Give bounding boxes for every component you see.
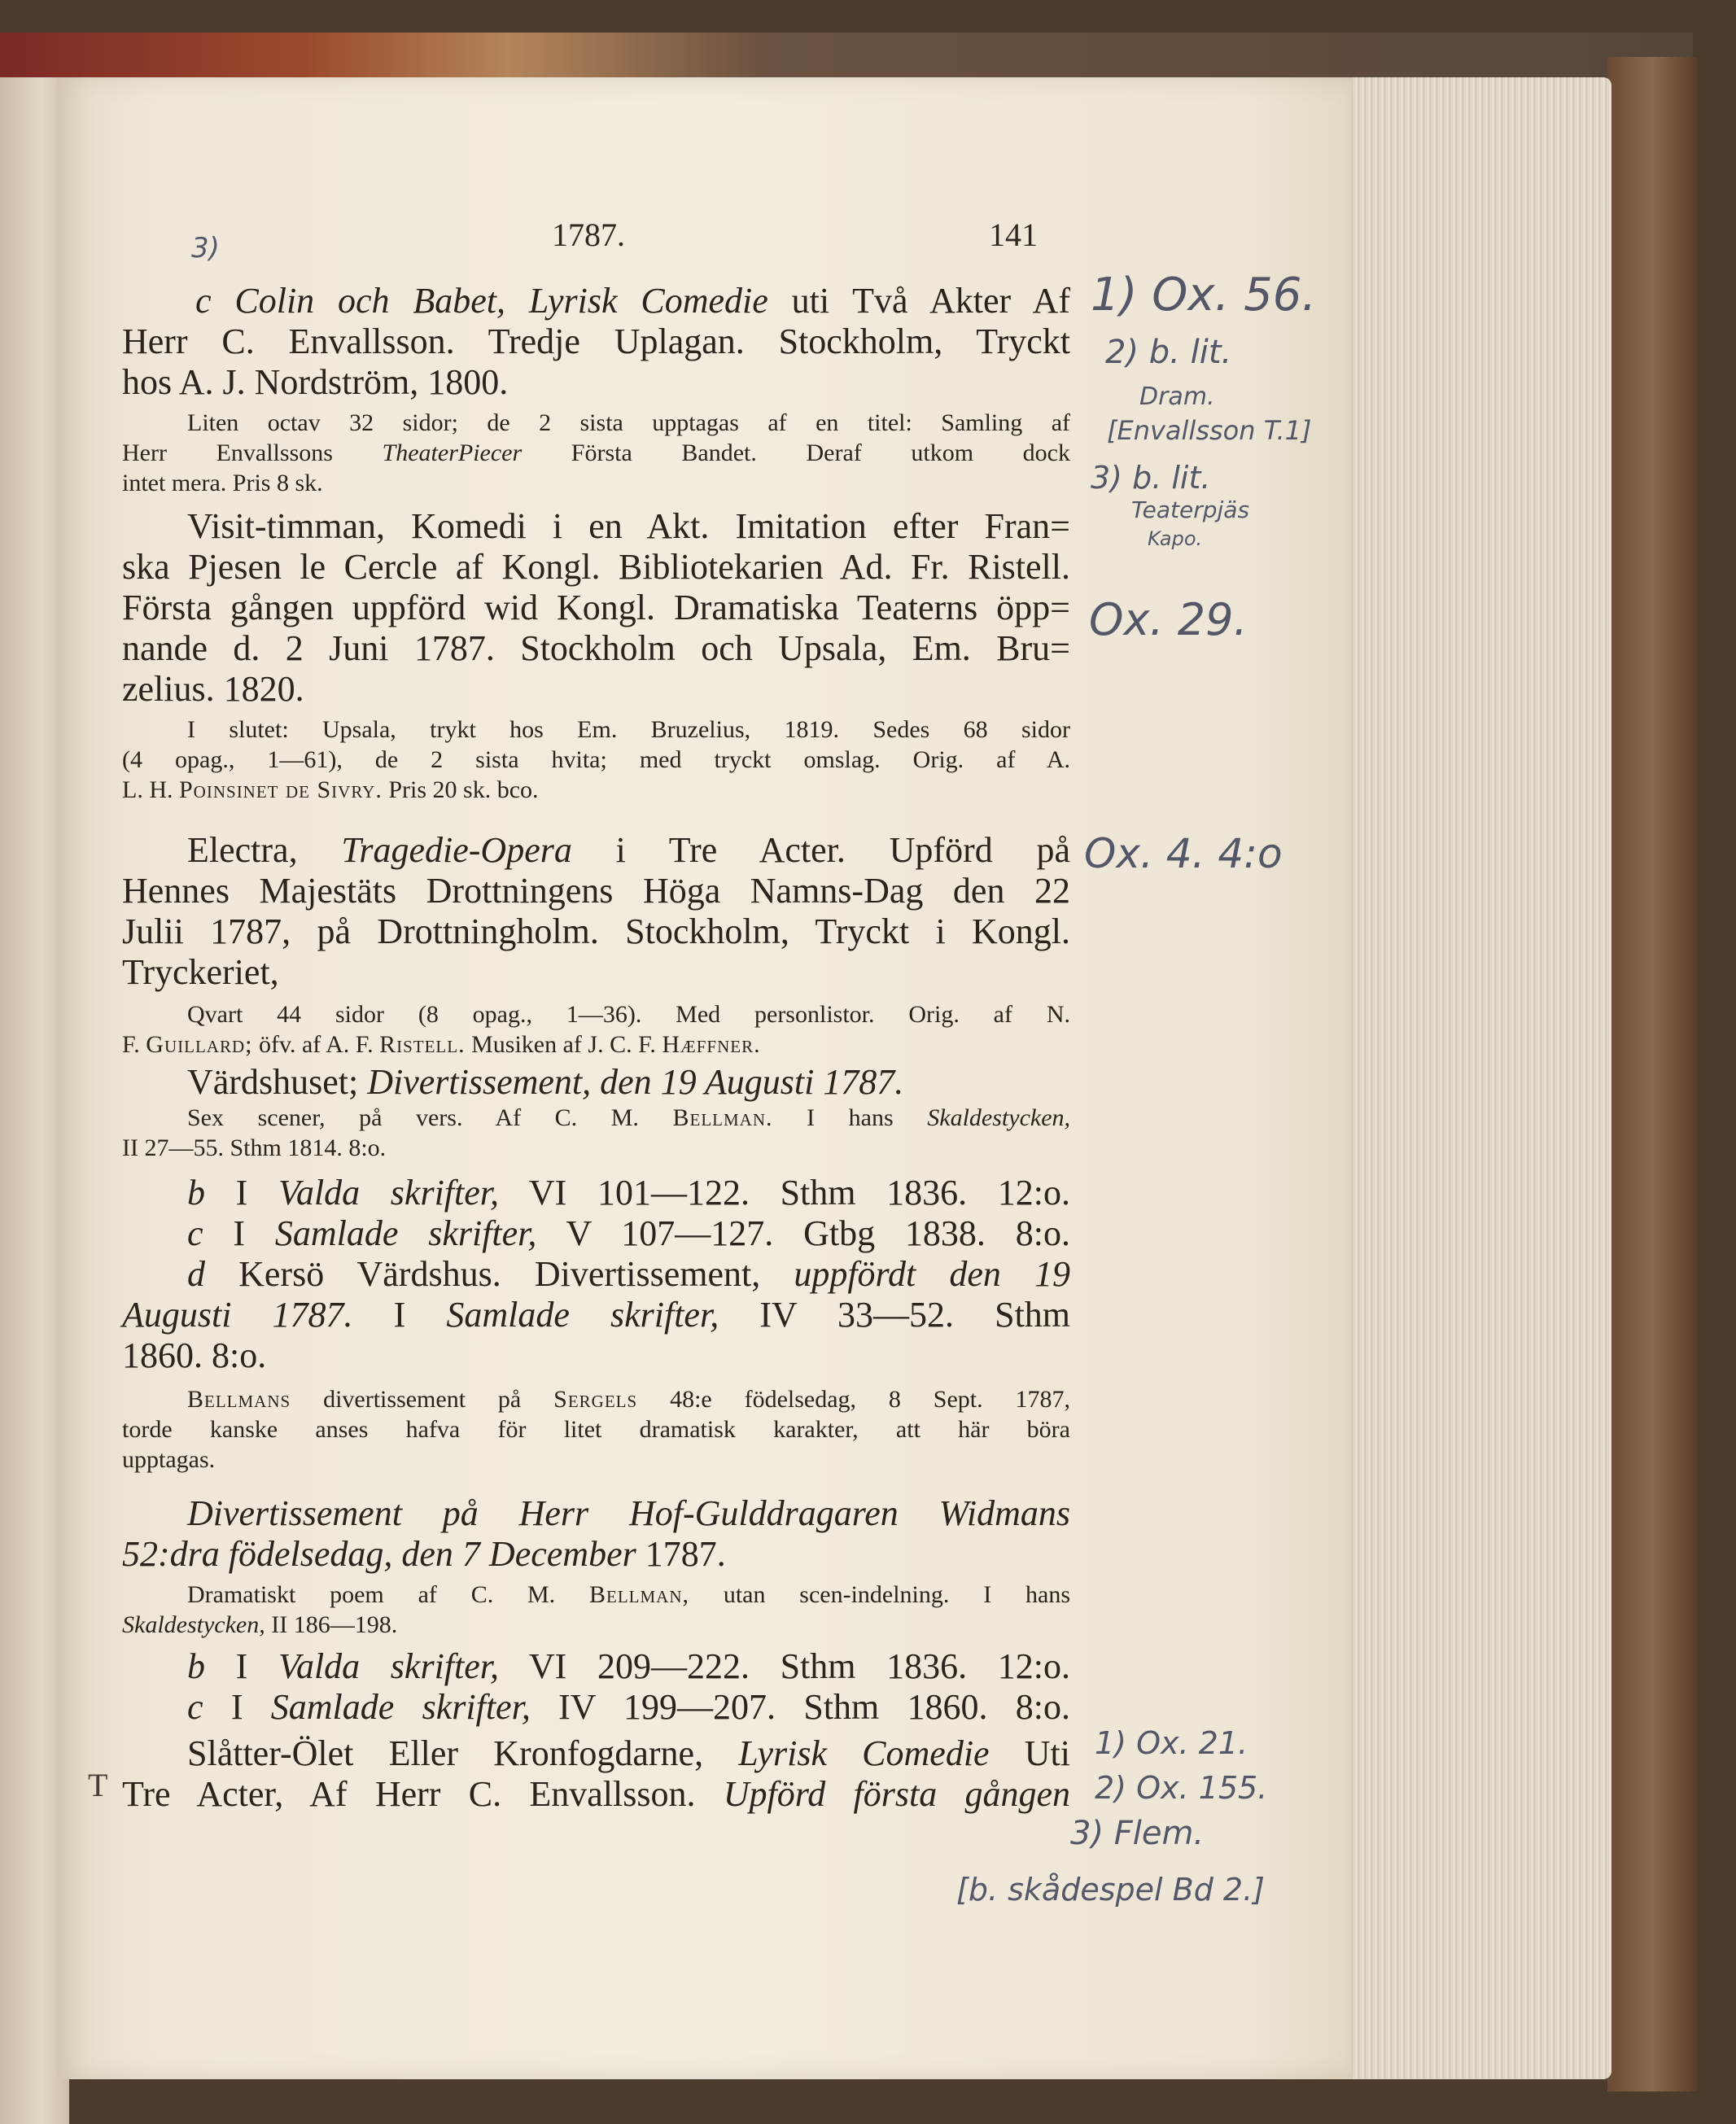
pencil-note: Ox. 29. [1089,594,1248,645]
edition-line-c: c I Samlade skrifter, V 107—127. Gtbg 1838. 8:o. [187,1213,1070,1253]
edition-line-b: b I Valda skrifter, VI 209—222. Sthm 1836. 12:o. [187,1646,1070,1686]
page-year: 1787. [552,216,625,253]
pencil-note: Kapo. [1148,527,1203,550]
pencil-note: Ox. 4. 4:o [1084,830,1283,877]
entry-note-line: II 27—55. Sthm 1814. 8:o. [122,1134,387,1161]
entry-note-line: Dramatiskt poem af C. M. Bellman, utan scen-indelning. I hans [187,1581,1070,1608]
entry-title-line: Visit-timman, Komedi i en Akt. Imitation efter Fran= [187,506,1070,546]
entry-title-line: nande d. 2 Juni 1787. Stockholm och Upsala, Em. Bru= [122,628,1070,668]
entry-title-line: Julii 1787, på Drottningholm. Stockholm, Tryckt i Kongl. [122,911,1070,951]
edition-line-d: d Kersö Värdshus. Divertissement, uppfördt den 19 [187,1254,1070,1294]
entry-title-line: Herr C. Envallsson. Tredje Uplagan. Stockholm, Tryckt [122,321,1070,361]
entry-note-line: upptagas. [122,1446,216,1473]
entry-title-line: Tre Acter, Af Herr C. Envallsson. Upförd första gången [122,1774,1071,1814]
pencil-note: 2) Ox. 155. [1095,1770,1268,1806]
book-board [1607,57,1697,2091]
entry-title-line: Electra, Tragedie-Opera i Tre Acter. Upförd på [187,830,1071,870]
edition-line-b: b I Valda skrifter, VI 101—122. Sthm 1836. 12:o. [187,1173,1070,1213]
entry-title-line: Första gången uppförd wid Kongl. Dramatiska Teaterns öpp= [122,588,1070,627]
pencil-note: 1) Ox. 56. [1091,269,1317,321]
entry-title-line: Slåtter-Ölet Eller Kronfogdarne, Lyrisk Comedie Uti [187,1733,1071,1773]
pencil-note: 2) b. lit. [1105,334,1232,371]
entry-note-line: Herr Envallssons TheaterPiecer Första Bandet. Deraf utkom dock [122,439,1071,466]
margin-mark: 3) [191,232,220,264]
pencil-note: 3) Flem. [1070,1815,1205,1852]
edition-line-c: c I Samlade skrifter, IV 199—207. Sthm 1860. 8:o. [187,1687,1071,1727]
entry-electra [122,830,1070,1060]
entry-visit-timman [122,506,1070,805]
page-number: 141 [989,216,1038,253]
entry-title-line: Hennes Majestäts Drottningens Höga Namns-Dag den 22 [122,871,1070,911]
pencil-note: 3) b. lit. [1091,460,1211,496]
pencil-note: [b. skådespel Bd 2.] [956,1872,1265,1908]
entry-title-line: Tryckeriet, [122,952,279,992]
entry-note-line: torde kanske anses hafva för litet dramatisk karakter, att här böra [122,1416,1070,1443]
page-block-edges [1335,77,1611,2079]
entry-note-line: Liten octav 32 sidor; de 2 sista upptagas af en titel: Samling af [187,409,1070,436]
pencil-note: Dram. [1139,382,1215,411]
entry-slatter-olet [122,1733,1070,1815]
margin-mark: T [88,1767,108,1803]
pencil-note: Teaterpjäs [1131,496,1250,523]
entry-title-line: Värdshuset; Divertissement, den 19 Augusti 1787. [187,1062,904,1102]
entry-note-line: Sex scener, på vers. Af C. M. Bellman. I hans Skaldestycken, [187,1104,1071,1131]
entry-title-line: hos A. J. Nordström, 1800. [122,362,509,402]
pencil-note: 1) Ox. 21. [1095,1725,1248,1761]
pencil-note: [Envallsson T.1] [1107,415,1312,446]
entry-note-line: Bellmans divertissement på Sergels 48:e födelsedag, 8 Sept. 1787, [187,1386,1071,1413]
entry-widman [122,1493,1070,1728]
edition-line-d3: 1860. 8:o. [122,1335,267,1375]
entry-note-line: F. Guillard; öfv. af A. F. Ristell. Musiken af J. C. F. Hæffner. [122,1031,761,1058]
entry-title-line: zelius. 1820. [122,669,304,709]
entry-note-line: intet mera. Pris 8 sk. [122,470,323,496]
entry-vardshuset [122,1062,1070,1475]
entry-title-line: 52:dra födelsedag, den 7 December 1787. [122,1534,726,1574]
edition-line-d2: Augusti 1787. I Samlade skrifter, IV 33—52. Sthm [122,1295,1071,1335]
entry-note-line: Qvart 44 sidor (8 opag., 1—36). Med personlistor. Orig. af N. [187,1001,1070,1028]
entry-note-line: (4 opag., 1—61), de 2 sista hvita; med tryckt omslag. Orig. af A. [122,746,1070,773]
entry-title-line: c Colin och Babet, Lyrisk Comedie uti Två Akter Af [195,281,1070,321]
entry-colin [122,281,1070,498]
entry-note-line: L. H. Poinsinet de Sivry. Pris 20 sk. bco. [122,776,539,803]
entry-title-line: ska Pjesen le Cercle af Kongl. Bibliotekarien Ad. Fr. Ristell. [122,547,1070,587]
entry-note-line: Skaldestycken, II 186—198. [122,1611,398,1638]
entry-note-line: I slutet: Upsala, trykt hos Em. Bruzelius, 1819. Sedes 68 sidor [187,716,1070,743]
entry-title-line: Divertissement på Herr Hof-Gulddragaren Widmans [187,1493,1070,1533]
